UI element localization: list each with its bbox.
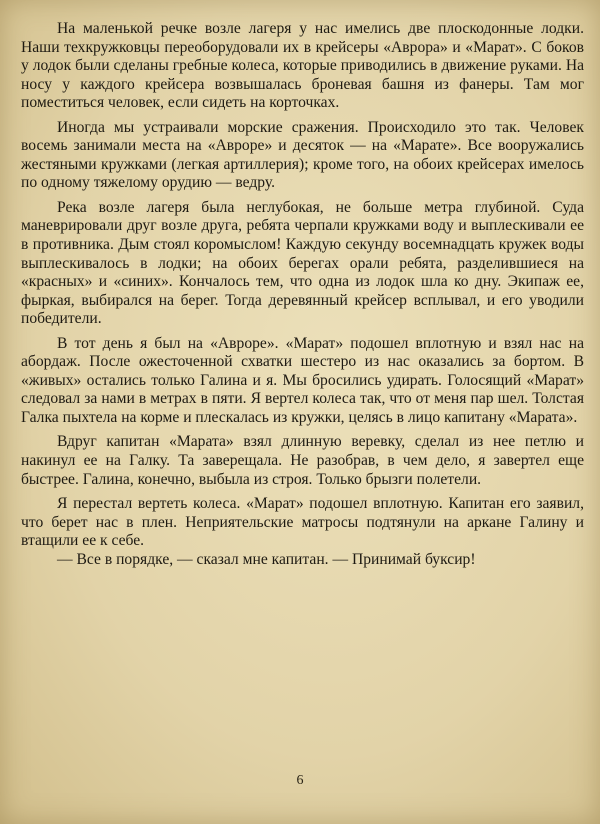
paragraph-river-battle: Река возле лагеря была неглубокая, не больше метра глубиной. Суда маневрировали друг возле друга, ребята черпали кружками воду и выплескивали ее в противника. Дым стоял коромыслом! Каждую секунду восемнадцать кружек воды выплескивалось в лодки; на обоих берегах орали ребята, разделившиеся на «красных» и «синих». Кончалось тем, что одна из лодок шла ко дну. Экипаж ее, фыркая, выбирался на берег. Тогда деревянный крейсер всплывал, и его уводили победители.	[21, 198, 584, 328]
paragraph-lasso: Вдруг капитан «Марата» взял длинную веревку, сделал из нее петлю и накинул ее на Галку. Та заверещала. Не разобрав, в чем дело, я завертел еще быстрее. Галина, конечно, выбыла из строя. Только брызги полетели.	[21, 433, 584, 488]
page-number: 6	[296, 773, 304, 788]
paragraph-sea-battles: Иногда мы устраивали морские сражения. Происходило это так. Человек восемь занимали места на «Авроре» и десяток — на «Марате». Все вооружались жестяными кружками (легкая артиллерия); кроме того, на обоих крейсерах имелось по одному тяжелому орудию — ведру.	[21, 118, 584, 192]
paragraph-boats: На маленькой речке возле лагеря у нас имелись две плоскодонные лодки. Наши техкружковцы переоборудовали их в крейсеры «Аврора» и «Марат». С боков у лодок были сделаны гребные колеса, которые приводились в движение руками. На носу у каждого крейсера возвышалась броневая башня из фанеры. Там мог поместиться человек, если сидеть на корточках.	[21, 20, 584, 112]
paragraph-dialogue: — Все в порядке, — сказал мне капитан. — Принимай буксир!	[57, 550, 476, 568]
paragraph-boarding: В тот день я был на «Авроре». «Марат» подошел вплотную и взял нас на абордаж. После ожесточенной схватки шестеро из нас оказались за бортом. В «живых» остались только Галина и я. Мы бросились удирать. Голосящий «Марат» следовал за нами в метрах в пяти. Я вертел колеса так, что от меня пар шел. Толстая Галка пыхтела на корме и плескалась из кружки, целясь в лицо капитану «Марата».	[21, 334, 584, 426]
page-body-text	[21, 20, 584, 569]
paragraph-captured: Я перестал вертеть колеса. «Марат» подошел вплотную. Капитан его заявил, что берет нас в плен. Неприятельские матросы подтянули на аркане Галину и втащили ее к себе.	[21, 495, 584, 550]
